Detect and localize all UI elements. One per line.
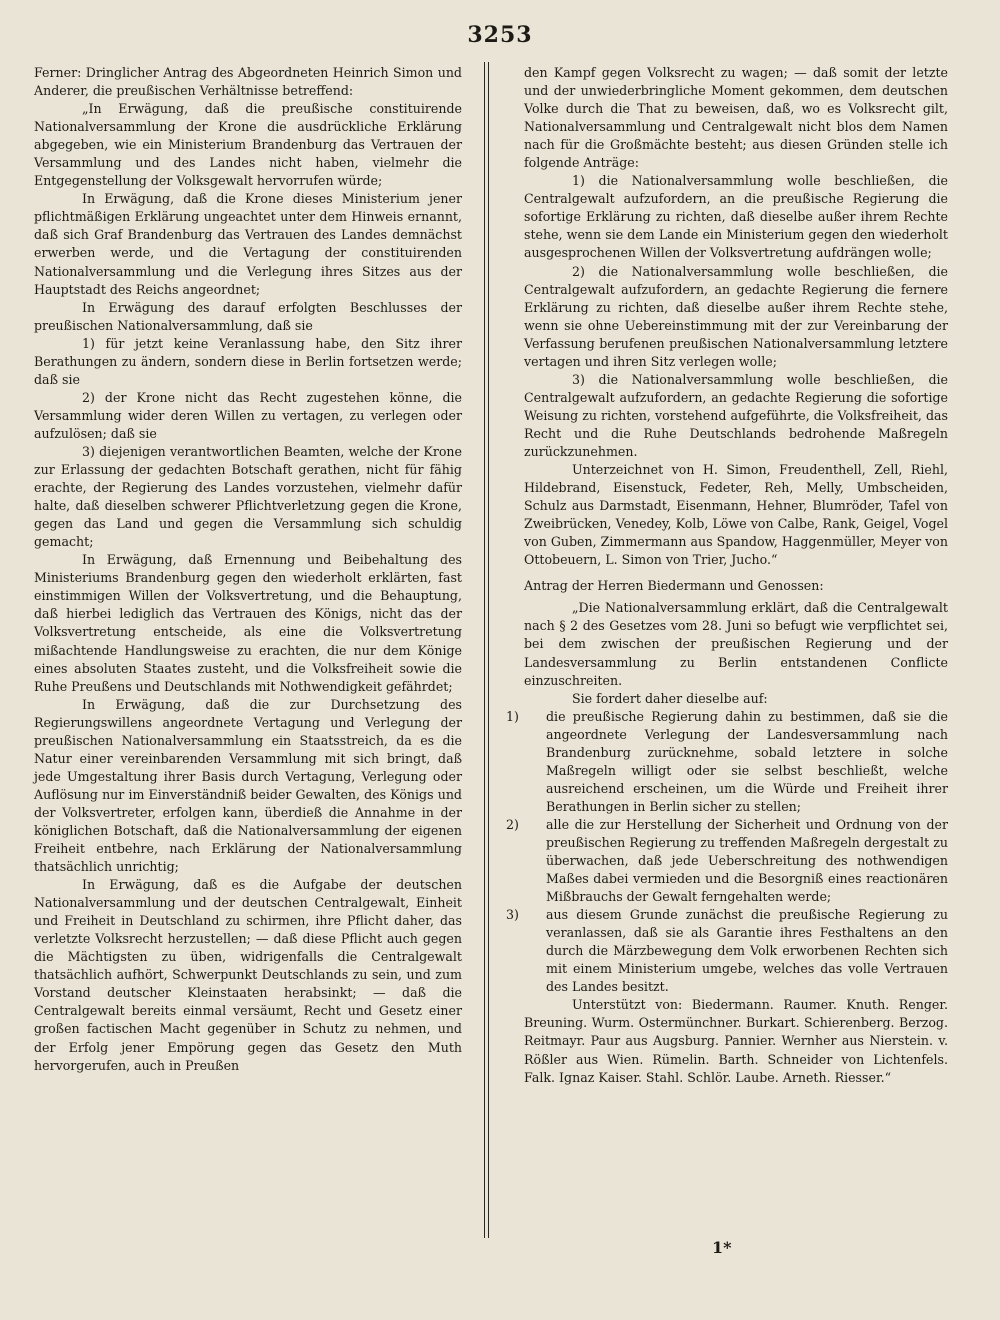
column-rule	[484, 62, 485, 1238]
numbered-motion: 2) die Nationalversammlung wolle beschließen, die Centralgewalt aufzufordern, an gedachte Regierung die fernere Erklärung zu richten, daß dieselbe außer ihrem Rechte stehe, wenn sie ohne Uebereinstimmung mit der zur Vereinbarung der Verfassung berufenen preußischen Nationalversammlung letztere vertagen und ihren Sitz verlegen wolle;	[524, 263, 948, 369]
paragraph: Sie fordert daher dieselbe auf:	[572, 690, 768, 706]
list-item-text: die preußische Regierung dahin zu bestimmen, daß sie die angeordnete Verlegung der Landesversammlung nach Brandenburg zurücknehme, sobald letztere in solche Maßregeln willigt oder sie selbst beschließt, welche ausreichend erscheinen, um die Würde und Freiheit ihrer Berathungen in Berlin sicher zu stellen;	[546, 708, 948, 814]
column-rule-double	[488, 62, 489, 1238]
paragraph: In Erwägung, daß die zur Durchsetzung des Regierungswillens angeordnete Vertagung und Verlegung der preußischen Nationalversammlung ein Staatsstreich, da es die Natur einer vereinbarenden Versammlung mit sich bringt, daß jede Umgestaltung ihrer Basis durch Vertagung, Verlegung oder Auflösung nur im Einverständniß beider Gewalten, des Königs und der Volksvertreter, erfolgen kann, überdieß die Annahme in der königlichen Botschaft, daß die Nationalversammlung der eigenen Freiheit entbehre, nach Erklärung der Nationalversammlung thatsächlich unrichtig;	[34, 696, 462, 875]
list-marker: 1)	[506, 708, 519, 724]
list-item	[506, 906, 948, 996]
motion-heading: Antrag der Herren Biedermann und Genossen:	[524, 578, 824, 594]
list-marker: 3)	[506, 907, 519, 923]
list-item-text: alle die zur Herstellung der Sicherheit und Ordnung von der preußischen Regierung zu treffenden Maßregeln dergestalt zu überwachen, daß jede Ueberschreitung des nothwendigen Maßes dabei vermieden und die Besorgniß eines reactionären Mißbrauchs der Gewalt ferngehalten werde;	[546, 816, 948, 905]
motion-heading: Ferner: Dringlicher Antrag des Abgeordneten Heinrich Simon und Anderer, die preußischen Verhältnisse betreffend:	[34, 65, 462, 99]
numbered-motion: 3) die Nationalversammlung wolle beschließen, die Centralgewalt aufzufordern, an gedachte Regierung die sofortige Weisung zu richten, vorstehend aufgeführte, die Volksfreiheit, das Recht und die Ruhe Deutschlands bedrohende Maßregeln zurückzunehmen.	[524, 371, 948, 459]
right-column	[506, 64, 948, 1087]
list-marker: 2)	[506, 816, 519, 832]
signatories: Unterstützt von: Biedermann. Raumer. Knuth. Renger. Breuning. Wurm. Ostermünchner. Burkart. Schierenberg. Berzog. Reitmayr. Paur aus Augsburg. Pannier. Wernher aus Nierstein. v. Rößler aus Wien. Rümelin. Barth. Schneider von Lichtenfels. Falk. Ignaz Kaiser. Stahl. Schlör. Laube. Arneth. Riesser.“	[524, 997, 948, 1085]
paragraph: „In Erwägung, daß die preußische constituirende Nationalversammlung der Krone die ausdrückliche Erklärung abgegeben, wie ein Ministerium Brandenburg das Vertrauen der Versammlung und des Landes nicht haben, vielmehr die Entgegenstellung der Volksgewalt hervorrufen würde;	[34, 101, 462, 189]
list-item-text: aus diesem Grunde zunächst die preußische Regierung zu veranlassen, daß sie als Garantie ihres Festhaltens an den durch die Märzbewegung dem Volk erworbenen Rechten sich mit einem Ministerium umgebe, welches das volle Vertrauen des Landes besitzt.	[546, 907, 948, 995]
page-number: 3253	[467, 22, 533, 48]
left-column	[34, 64, 462, 1075]
paragraph: In Erwägung des darauf erfolgten Beschlusses der preußischen Nationalversammlung, daß sie	[34, 299, 462, 333]
paragraph: In Erwägung, daß die Krone dieses Ministerium jener pflichtmäßigen Erklärung ungeachtet unter dem Hinweis ernannt, daß sich Graf Brandenburg das Vertrauen des Landes demnächst erwerben werde, und die Vertagung der constituirenden Nationalversammlung und die Verlegung ihres Sitzes aus der Hauptstadt des Reichs angeordnet;	[34, 191, 462, 297]
numbered-clause: 1) für jetzt keine Veranlassung habe, den Sitz ihrer Berathungen zu ändern, sondern diese in Berlin fortsetzen werde; daß sie	[34, 335, 462, 387]
paragraph: „Die Nationalversammlung erklärt, daß die Centralgewalt nach § 2 des Gesetzes vom 28. Juni so befugt wie verpflichtet sei, bei dem zwischen der preußischen Regierung und der Landesversammlung zu Berlin entstandenen Conflicte einzuschreiten.	[524, 600, 948, 688]
signatories: Unterzeichnet von H. Simon, Freudenthell, Zell, Riehl, Hildebrand, Eisenstuck, Fedeter, Reh, Melly, Umbscheiden, Schulz aus Darmstadt, Eisenmann, Hehner, Blumröder, Tafel von Zweibrücken, Venedey, Kolb, Löwe von Calbe, Rank, Geigel, Vogel von Guben, Zimmermann aus Spandow, Haggenmüller, Meyer von Ottobeuern, L. Simon von Trier, Jucho.“	[524, 462, 948, 568]
paragraph: In Erwägung, daß Ernennung und Beibehaltung des Ministeriums Brandenburg gegen den wiederholt erklärten, fast einstimmigen Willen der Volksvertretung, und die Behauptung, daß hierbei lediglich das Vertrauen des Königs, nicht das der Volksvertretung entscheide, als eine die Volksvertretung mißachtende Handlungsweise zu erachten, die nur dem Könige eines absoluten Staates zusteht, und die Volksfreiheit sowie die Ruhe Preußens und Deutschlands mit Nothwendigkeit gefährdet;	[34, 552, 462, 694]
numbered-clause: 3) diejenigen verantwortlichen Beamten, welche der Krone zur Erlassung der gedachten Botschaft gerathen, nicht für fähig erachte, der Regierung des Landes vorzustehen, vielmehr dafür halte, daß dieselben schwerer Pflichtverletzung gegen die Krone, gegen das Land und gegen die Versammlung sich schuldig gemacht;	[34, 443, 462, 550]
signature-mark: 1*	[712, 1238, 732, 1257]
list-item	[506, 708, 948, 816]
paragraph: In Erwägung, daß es die Aufgabe der deutschen Nationalversammlung und der deutschen Centralgewalt, Einheit und Freiheit in Deutschland zu schirmen, ihre Pflicht daher, das verletzte Volksrecht herzustellen; — daß diese Pflicht auch gegen die Mächtigsten zu üben, widrigenfalls die Centralgewalt thatsächlich aufhört, Schwerpunkt Deutschlands zu sein, und zum Vorstand deutscher Kleinstaaten herabsinkt; — daß die Centralgewalt bereits einmal versäumt, Recht und Gesetz einer großen factischen Macht gegenüber in Schutz zu nehmen, und der Erfolg jener Empörung gegen das Gesetz den Muth hervorgerufen, auch in Preußen	[34, 877, 462, 1073]
paragraph-continued: den Kampf gegen Volksrecht zu wagen; — daß somit der letzte und der unwiederbringliche Moment gekommen, dem deutschen Volke durch die That zu beweisen, daß, wo es Volksrecht gilt, Nationalversammlung und Centralgewalt nicht blos dem Namen nach für die Großmächte besteht; aus diesen Gründen stelle ich folgende Anträge:	[524, 65, 948, 171]
numbered-clause: 2) der Krone nicht das Recht zugestehen könne, die Versammlung wider deren Willen zu vertagen, zu verlegen oder aufzulösen; daß sie	[34, 389, 462, 441]
list-item	[506, 816, 948, 906]
numbered-motion: 1) die Nationalversammlung wolle beschließen, die Centralgewalt aufzufordern, an die preußische Regierung die sofortige Erklärung zu richten, daß dieselbe außer ihrem Rechte stehe, wenn sie dem Lande ein Ministerium gegen den wiederholt ausgesprochenen Willen der Volksvertretung aufdrängen wolle;	[524, 173, 948, 261]
